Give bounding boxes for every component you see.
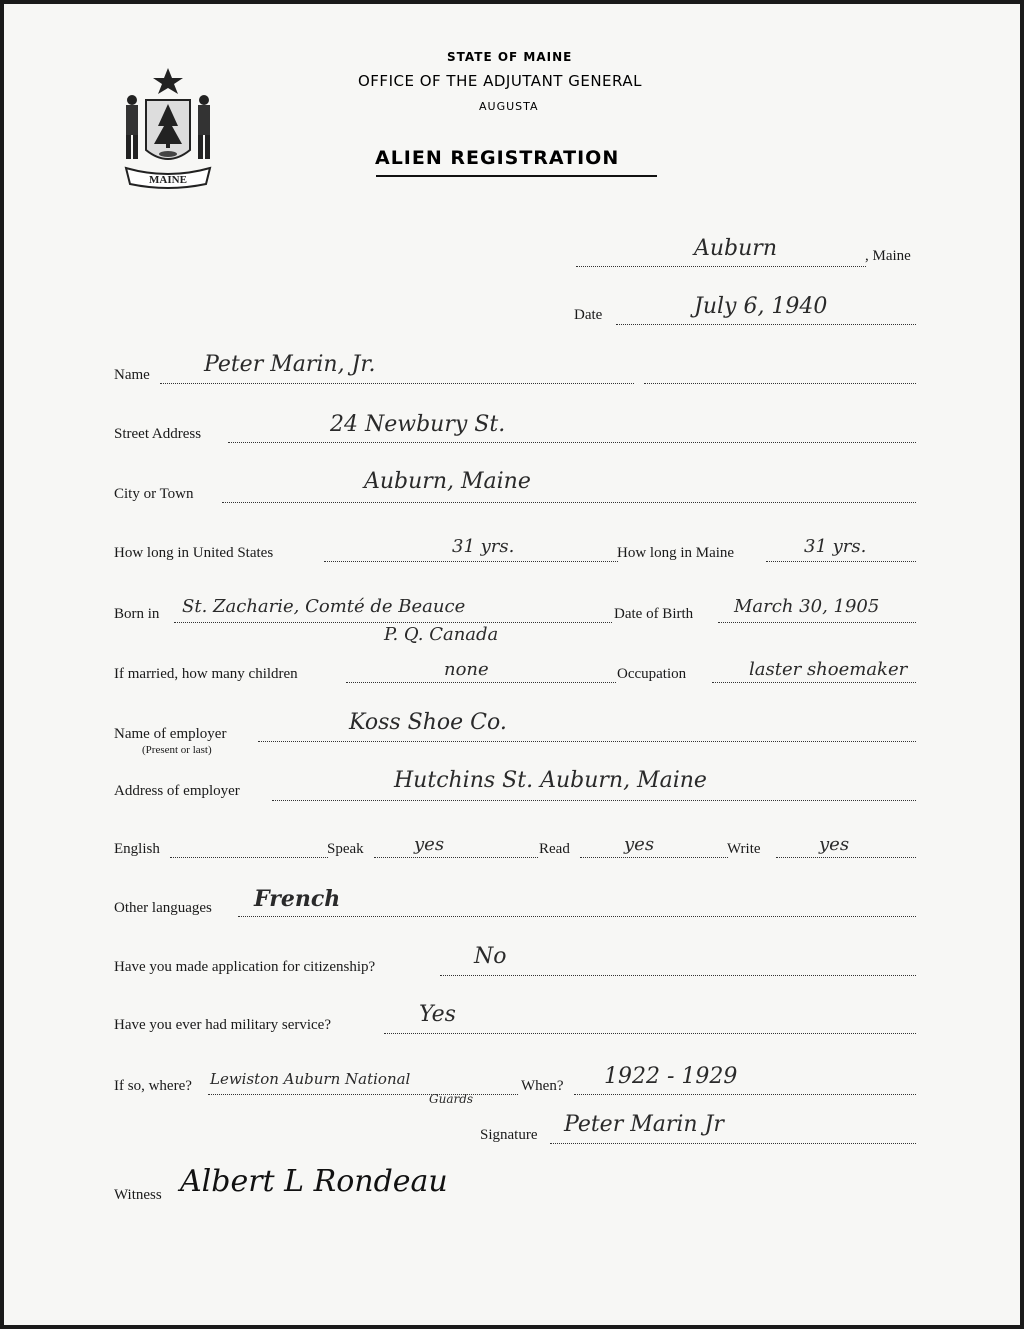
employer-sublabel: (Present or last)	[142, 744, 212, 756]
children-label: If married, how many children	[114, 666, 298, 682]
years-maine-value: 31 yrs.	[804, 536, 867, 557]
witness-label: Witness	[114, 1187, 162, 1203]
employer-line	[258, 741, 916, 742]
children-value: none	[444, 659, 489, 680]
years-us-value: 31 yrs.	[452, 536, 515, 557]
other-languages-label: Other languages	[114, 900, 212, 916]
name-value: Peter Marin, Jr.	[204, 352, 376, 377]
other-languages-value: French	[254, 886, 341, 912]
occupation-value: laster shoemaker	[749, 659, 908, 680]
years-us-line	[324, 561, 618, 562]
registration-form-page	[4, 4, 1020, 1325]
military-label: Have you ever had military service?	[114, 1017, 331, 1033]
name-line-2	[644, 383, 916, 384]
signature-line	[550, 1143, 916, 1144]
occupation-line	[712, 682, 916, 683]
citizenship-label: Have you made application for citizenship?	[114, 959, 376, 975]
speak-label: Speak	[327, 841, 364, 857]
born-in-value-2: P. Q. Canada	[384, 624, 499, 645]
write-line	[776, 857, 916, 858]
name-line	[160, 383, 634, 384]
read-line	[580, 857, 728, 858]
name-label: Name	[114, 367, 150, 383]
location-suffix: , Maine	[865, 248, 911, 264]
when-line	[574, 1094, 916, 1095]
employer-value: Koss Shoe Co.	[349, 710, 507, 735]
born-in-label: Born in	[114, 606, 160, 622]
maine-state-seal	[110, 64, 226, 190]
years-maine-line	[766, 561, 916, 562]
dob-value: March 30, 1905	[734, 596, 880, 617]
english-line	[170, 857, 328, 858]
street-line	[228, 442, 916, 443]
dob-line	[718, 622, 916, 623]
street-value: 24 Newbury St.	[330, 412, 506, 437]
header-city: AUGUSTA	[479, 100, 539, 113]
employer-address-value: Hutchins St. Auburn, Maine	[394, 768, 707, 793]
city-value: Auburn, Maine	[364, 469, 531, 494]
location-line	[576, 266, 866, 267]
where-value-2: Guards	[429, 1092, 474, 1106]
header-state: STATE OF MAINE	[447, 50, 573, 64]
signature-label: Signature	[480, 1127, 538, 1143]
citizenship-value: No	[474, 944, 507, 969]
date-line	[616, 324, 916, 325]
date-label: Date	[574, 307, 603, 323]
read-value: yes	[624, 834, 655, 855]
seal-banner-text: MAINE	[149, 174, 187, 186]
employer-label: Name of employer	[114, 726, 227, 742]
city-line	[222, 502, 916, 503]
occupation-label: Occupation	[617, 666, 687, 682]
military-line	[384, 1033, 916, 1034]
location-value: Auburn	[694, 236, 777, 261]
title-underline	[376, 175, 657, 177]
other-languages-line	[238, 916, 916, 917]
citizenship-line	[440, 975, 916, 976]
speak-value: yes	[414, 834, 445, 855]
employer-address-line	[272, 800, 916, 801]
write-value: yes	[819, 834, 850, 855]
children-line	[346, 682, 616, 683]
signature-value: Peter Marin Jr	[564, 1112, 724, 1137]
born-in-value: St. Zacharie, Comté de Beauce	[182, 596, 466, 617]
employer-address-label: Address of employer	[114, 783, 240, 799]
dob-label: Date of Birth	[614, 606, 694, 622]
speak-line	[374, 857, 538, 858]
read-label: Read	[539, 841, 570, 857]
when-value: 1922 - 1929	[604, 1064, 738, 1089]
date-value: July 6, 1940	[694, 294, 828, 319]
where-value: Lewiston Auburn National	[210, 1070, 411, 1088]
form-title: ALIEN REGISTRATION	[375, 147, 620, 169]
born-in-line	[174, 622, 612, 623]
military-value: Yes	[419, 1002, 456, 1027]
city-label: City or Town	[114, 486, 194, 502]
when-label: When?	[521, 1078, 564, 1094]
street-label: Street Address	[114, 426, 202, 442]
years-maine-label: How long in Maine	[617, 545, 735, 561]
where-label: If so, where?	[114, 1078, 192, 1094]
years-us-label: How long in United States	[114, 545, 274, 561]
header-office: OFFICE OF THE ADJUTANT GENERAL	[358, 72, 642, 90]
english-label: English	[114, 841, 160, 857]
witness-signature: Albert L Rondeau	[180, 1164, 448, 1199]
write-label: Write	[727, 841, 761, 857]
